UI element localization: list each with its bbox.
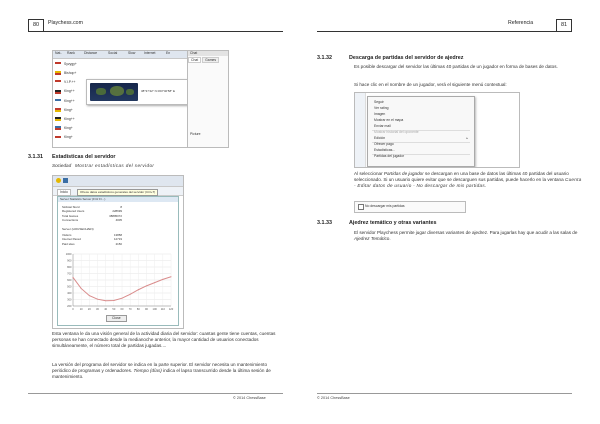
world-map-image	[90, 83, 138, 101]
flag-icon	[55, 108, 61, 112]
menu-path-command: Mostrar estadísticas del servidor	[75, 163, 155, 168]
flag-icon	[55, 62, 61, 66]
right-s1-p3-italic2: Cuenta - Editar datos de usuario - No descargar de mis partidas.	[354, 177, 582, 189]
right-footer: © 2014 ChessBase	[317, 396, 350, 400]
col-distance[interactable]: Distance	[84, 51, 98, 55]
col-slow[interactable]: Slow	[128, 51, 136, 55]
stat-label: Visitors	[62, 233, 72, 237]
player-rank: King++	[64, 98, 75, 103]
y-tick-label: 1000	[65, 253, 72, 256]
player-row[interactable]	[55, 97, 85, 105]
submenu-arrow-icon: ▸	[466, 136, 468, 141]
player-row[interactable]	[55, 106, 85, 114]
menu-path	[52, 163, 154, 169]
player-row[interactable]	[55, 88, 85, 96]
data-point	[105, 300, 106, 301]
data-point	[130, 294, 131, 295]
left-footer: © 2014 ChessBase	[233, 396, 266, 400]
left-paragraph-2b: indica el lapso transcurrido desde la última sesión de mantenimiento.	[52, 368, 271, 380]
player-rank: King+	[64, 135, 73, 140]
right-s1-paragraph-2: Si hace clic en el nombre de un jugador, verá el siguiente menú contextual:	[354, 82, 507, 87]
picture-label: Picture	[190, 132, 201, 137]
right-s2-paragraph	[354, 230, 582, 242]
flag-icon	[55, 71, 61, 75]
player-rank: Bishop+	[64, 70, 77, 75]
no-download-checkbox[interactable]	[358, 204, 364, 210]
y-tick-label: 600	[67, 279, 72, 282]
stat-label: Connections	[62, 218, 79, 223]
player-rank: Syzygy+	[64, 61, 77, 66]
context-menu-item[interactable]: Estadísticas...	[374, 148, 396, 153]
right-page	[300, 0, 600, 424]
x-tick-label: 20	[87, 308, 91, 311]
y-tick-label: 300	[67, 298, 72, 302]
data-point	[154, 282, 155, 283]
x-tick-label: 30	[96, 308, 99, 311]
server-stats-screenshot	[52, 175, 184, 329]
stats-window	[57, 196, 179, 326]
left-header-title: Playchess.com	[48, 20, 83, 26]
right-s1-paragraph-3	[354, 171, 582, 190]
col-social[interactable]: Social	[108, 51, 118, 55]
ribbon-tab-row	[53, 187, 183, 196]
server-load-chart	[61, 251, 175, 313]
section-3-1-32-title: Descarga de partidas del servidor de ajedrez	[349, 55, 464, 61]
tab-games[interactable]: Games	[202, 57, 219, 64]
data-point	[113, 300, 114, 301]
context-menu-item[interactable]: Imagen	[374, 111, 386, 116]
chat-panel	[187, 50, 229, 148]
context-menu-item[interactable]: Mostrar en el mapa	[374, 117, 404, 122]
stat-label: Internet Paced	[62, 237, 81, 242]
checkbox-screenshot	[354, 201, 466, 213]
context-menu-item[interactable]: Partidas del jugador	[374, 154, 405, 159]
right-s1-paragraph-1: Es posible descargar del servidor las últimas 40 partidas de un jugador en forma de bases de datos.	[354, 64, 558, 69]
x-tick-label: 120	[168, 308, 174, 311]
x-tick-label: 70	[128, 308, 132, 311]
right-s2-pa: El servidor Playchess permite jugar diversas variantes de ajedrez. Para jugarlas hay que acudir a las salas de	[354, 230, 578, 235]
x-tick-label: 40	[104, 308, 108, 311]
col-en[interactable]: En	[166, 51, 171, 55]
stats-window-title: Server Statistics Server (Frtz Fr...)	[58, 197, 178, 202]
player-rank: V.I.P.++	[64, 80, 76, 85]
x-tick-label: 80	[136, 308, 140, 311]
ribbon	[53, 176, 183, 187]
stat-value: 8	[120, 205, 122, 209]
x-tick-label: 10	[79, 308, 83, 311]
right-page-number: 81	[556, 19, 572, 32]
y-tick-label: 800	[67, 266, 72, 269]
x-tick-label: 0	[72, 308, 74, 311]
data-point	[122, 298, 123, 299]
stat-value: 228699	[112, 209, 122, 214]
player-row[interactable]	[55, 69, 85, 77]
section-3-1-31-number: 3.1.31	[28, 154, 43, 160]
section-3-1-33-title: Ajedrez temático y otras variantes	[349, 220, 437, 226]
menu-path-label: Sociedad	[52, 163, 72, 168]
stat-label: Paid sites	[62, 241, 75, 246]
context-menu-screenshot	[354, 92, 520, 168]
context-menu	[367, 96, 475, 167]
x-tick-label: 50	[112, 308, 116, 311]
flag-icon	[55, 80, 61, 84]
y-tick-label: 400	[67, 292, 72, 295]
section-3-1-31-title: Estadísticas del servidor	[52, 154, 116, 160]
chat-title: Chat	[188, 51, 228, 56]
stat-label: Registered Users	[62, 209, 85, 214]
stat-row	[62, 218, 122, 222]
data-point	[73, 277, 74, 278]
context-menu-item[interactable]: Seguir	[374, 99, 384, 104]
stat-row	[62, 242, 122, 246]
flag-icon	[55, 117, 61, 121]
x-tick-label: 90	[145, 308, 148, 311]
y-tick-label: 900	[67, 259, 72, 263]
context-menu-item[interactable]: Mostrar historial del oponente	[374, 130, 419, 134]
right-header-rule	[317, 19, 572, 32]
app-icon	[56, 178, 61, 183]
right-s2-italic: Ajedrez Temático	[354, 236, 390, 242]
y-tick-label: 700	[67, 272, 72, 276]
right-s1-p3a: Al seleccionar	[354, 171, 383, 176]
stat-label: Total Games	[62, 213, 79, 218]
left-paragraph-2-italic: Tiempo (días)	[133, 368, 162, 374]
y-tick-label: 500	[67, 285, 72, 289]
tab-chat[interactable]: Chat	[188, 57, 201, 64]
context-menu-item[interactable]: Enviar mail	[374, 123, 391, 128]
data-point	[81, 288, 82, 289]
ribbon-tooltip: Ofrece datos estadísticos generales del servidor (Ctrl+T)	[77, 189, 158, 196]
left-paragraph-2	[52, 362, 284, 381]
player-rank: King++	[64, 89, 75, 94]
context-menu-item[interactable]: Ofrecer pago	[374, 142, 394, 147]
stat-value: 13858	[113, 233, 122, 237]
data-point	[97, 299, 98, 300]
data-point	[138, 289, 139, 290]
col-internet[interactable]: Internet	[144, 51, 156, 55]
player-row[interactable]	[55, 115, 85, 123]
right-s1-p3b: se descargan en una base de datos las últimas 40 partidas del usuario seleccionado. Si un usuario quiere evitar que se descarguen sus partidas, puede hacerlo en la ventana	[354, 171, 569, 183]
popup-coordinates: 38°37'42" N 063°40'58" E	[141, 89, 176, 93]
player-rank: King+	[64, 126, 73, 131]
right-header-title: Referencia	[508, 20, 534, 26]
left-page-number: 80	[28, 19, 44, 32]
stat-value: 4005	[115, 218, 122, 223]
player-row[interactable]	[55, 78, 85, 86]
stat-label: Sirdstat Sturd	[62, 205, 80, 209]
left-paragraph-2a: La versión del programa del servidor se indica en la parte superior. El servidor necesita un mantenimiento periódico de programas y ordenadores.	[52, 362, 267, 374]
left-paragraph-1: Esta ventana le da una visión general de la actividad diaria del servidor: cuantas gente tiene cuentas, cuentas personas se han conectado desde la medianoche anterior, la mayor cantidad de usuarios conectados simultáneamente, el número total de partidas jugadas....	[52, 331, 276, 349]
x-tick-label: 60	[120, 308, 124, 311]
player-row[interactable]	[55, 124, 85, 132]
data-point	[146, 285, 147, 286]
flag-icon	[55, 90, 61, 94]
section-3-1-33-number: 3.1.33	[317, 220, 332, 226]
toolbar-icon[interactable]	[63, 178, 68, 183]
context-menu-item[interactable]: Edición	[374, 136, 386, 141]
right-s2-pb: .	[389, 236, 391, 242]
right-footer-rule	[317, 393, 572, 394]
col-nat[interactable]: Nat..	[55, 51, 63, 55]
stats-block-1	[62, 205, 122, 223]
player-list-strip	[355, 93, 366, 167]
player-row[interactable]	[55, 60, 85, 68]
col-rank[interactable]: Rank	[67, 51, 75, 55]
stat-value: 38895072	[109, 213, 122, 218]
section-3-1-32-number: 3.1.32	[317, 55, 332, 61]
stats-block-2	[62, 233, 122, 246]
stat-value: 12719	[113, 237, 122, 242]
flag-icon	[55, 136, 61, 140]
player-rank: King+	[64, 107, 73, 112]
no-download-label: No descargar mis partidas	[365, 204, 405, 208]
left-footer-rule	[28, 393, 283, 394]
stats-block-2-title: Server (HOUSECH/EN)	[62, 227, 94, 231]
context-menu-item[interactable]: Ver rating	[374, 105, 389, 110]
stat-value: 2150	[115, 241, 122, 246]
data-point	[89, 295, 90, 296]
data-point	[162, 279, 163, 280]
right-s1-p3-italic1: Partidas de jugador	[383, 171, 424, 176]
player-rank: King++	[64, 116, 75, 121]
x-tick-label: 110	[160, 308, 165, 311]
flag-icon	[55, 99, 61, 103]
tab-inicio[interactable]: Inicio	[57, 189, 71, 196]
flag-icon	[55, 126, 61, 130]
y-tick-label: 200	[67, 305, 72, 308]
x-tick-label: 100	[152, 308, 157, 311]
close-button[interactable]: Close	[106, 315, 127, 322]
player-row[interactable]	[55, 134, 85, 142]
data-point	[171, 276, 172, 277]
